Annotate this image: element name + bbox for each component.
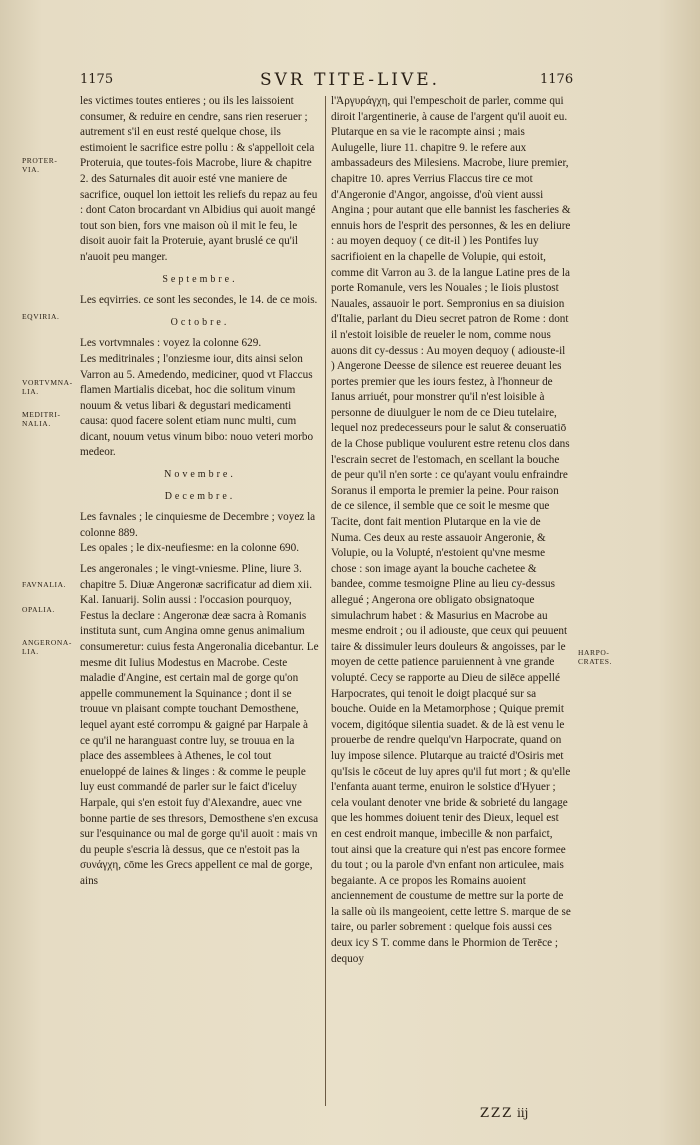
margin-note-vortumnalia: VORTVMNA-LIA.	[22, 378, 73, 396]
margin-note-harpocrates: HARPO-CRATES.	[578, 648, 612, 666]
paragraph-vortumnalia: Les vortvmnales : voyez la colonne 629.	[80, 337, 262, 350]
month-heading-november: Novembre.	[164, 469, 236, 481]
month-heading-december: Decembre.	[164, 490, 236, 502]
margin-note-proteruia: PROTER-VIA.	[22, 156, 58, 174]
text-column-right	[331, 94, 571, 967]
text-column-left	[80, 94, 320, 890]
paragraph-angerona-continued: l'Ἀργυράγχη, qui l'empeschoit de parler, comme qui diroit l'argentinerie, à cause de l'argent qu'il auoit eu. Plutarque en sa vie le racompte ainsi ; mais Aulugelle, liure 11. chapitre 9. le refere aux ambassadeurs des Milesiens. Macrobe, liure premier, chapitre 10. apres Verrius Flaccus tire ce mot d'Angeronie d'Angor, angoisse, d'où vient aussi Angina ; pour autant que elle bannist les fascheries & ennuis hors de l'esprit des personnes, & les en deliure : au moyen dequoy ( ce dit-il ) les Pontifes luy sacrifioient en la chapelle de Volupie, qui estoit, comme dit Varron au 3. de la langue Latine pres de la porte Romanule, vers les Nouales ; le Iiois plustost Nauales, assauoir le port. Sempronius en sa diuision d'Italie, parlant du Dieu secret patron de Rome : dont il n'estoit loisible de reueler le nom, comme nous auons dit cy-dessus : Au moyen dequoy ( adiouste-il ) Angerone Deesse de silence est reueree deuant les portes premier que les iours festez, à l'honneur de Ianus arriuét, pour monstrer qu'il n'est loisible à personne de diuulguer le nom de ce Dieu tutelaire, lequel noz predecesseurs pour le salut & conseruatiō de la Chose publique voulurent estre retenu clos dans l'escrain secret de l'estomach, en scellant la bouche de peur qu'il n'en sorte : ce qu'ayant voulu enfraindre Soranus il emporta le premier la peine. Pour raison de ce silence, il semble que ce soit le mesme que Tacite, dont fait mention Plutarque en la vie de Numa. Ces deux au reste assauoir Angeronie, & Volupie, ou la Volupté, n'estoient qu'vne mesme chose : son image ayant la bouche cachetee & bandee, comme tesmoigne Pline au lieu cy-dessus allegué ; Angerona ore obligato obsignatoque simulachrum habet : & Masurius en Macrobe au mesme endroit ; ou il adiouste, que ceux qui peuuent taire & dissimuler leurs douleurs & angoisses, par le moyen de cette patience paruiennent à vne grande volupté. Cecy se rapporte au Dieu de silēce appellé Harpocrates, qui tenoit le doigt placqué sur sa bouche. Ouide en la Metamorphose ; Quique premit vocem, digitóque silentia suadet. & de là est venu le prouerbe de rendre quelqu'vn Harpocrate, quand on luy impose silence. Plutarque au traicté d'Osiris met qu'Isis le cōceut de luy apres qu'il fut mort ; & qu'elle l'enfanta auant terme, enuiron le solstice d'Hyuer ; cela voulant denoter vne bride & sobrieté du langage que les hommes doiuent tenir des Dieux, lequel est en cest endroit manque, imbecille & non parfaict, tout ainsi que la creature qui n'est pas encore formee du tout ; ou la parole d'vn enfant non articulee, mais begaiante. A ce propos les Romains auoient anciennement de coustume de mettre sur la porte de la salle où ils mangeoient, cette lettre S. marque de se taire, ou parler sobrement : quelque fois aussi ces deux icy S T. comme dans le Phormion de Terēce ; dequoy	[331, 95, 571, 965]
paragraph-meditrinalia: Les meditrinales ; l'onziesme iour, dits ainsi selon Varron au 5. Amedendo, mediciner, quod vt Flaccus flamen Martialis dicebat, hoc die solitum vinum nouum & vetus libari & degustari medicamenti causa: quod facere solent etiam nunc multi, cum dicant, nouum vetus vinum bibo: nouo veteri morbo medeor.	[80, 352, 314, 459]
margin-note-angeronalia: ANGERONA-LIA.	[22, 638, 72, 656]
margin-note-faunalia: FAVNALIA.	[22, 580, 67, 589]
month-heading-october: Octobre.	[170, 316, 230, 328]
paragraph-equiria: Les eqvirries. ce sont les secondes, le 14. de ce mois.	[80, 294, 318, 307]
column-rule	[325, 96, 326, 1106]
page-number-right: 1176	[540, 72, 574, 87]
margin-note-opalia: OPALIA.	[22, 605, 55, 614]
running-title: SVR TITE-LIVE.	[259, 70, 441, 90]
signature-letters: ZZZ	[480, 1106, 514, 1121]
paragraph-proteruia: les victimes toutes entieres ; ou ils les laissoient consumer, & reduire en cendre, sans rien reseruer ; autrement s'il en eust resté quelque chose, ils estimoient le sacrifice estre pollu : & s'appelloit cela Proteruia, que toutes-fois Macrobe, liure & chapitre 2. des Saturnales dit auoir esté vne maniere de sacrifice, ouquel lon iettoit les reliefs du repaz au feu : dont Caton brocardant vn Albidius qui auoit mangé tout son bien, fors vne maison où il mit le feu, le disoit auoir fait la Proteruie, ayant bruslé ce qu'il n'auoit peu manger.	[80, 95, 318, 263]
page-number-left: 1175	[80, 72, 114, 87]
month-heading-september: Septembre.	[162, 273, 238, 285]
paragraph-faunalia: Les favnales ; le cinquiesme de Decembre ; voyez la colonne 889.	[80, 511, 316, 539]
paragraph-opalia: Les opales ; le dix-neufiesme: en la colonne 690.	[80, 542, 300, 555]
margin-note-equiria: EQVIRIA.	[22, 312, 60, 321]
margin-note-meditrinalia: MEDITRI-NALIA.	[22, 410, 61, 428]
paragraph-angeronalia: Les angeronales ; le vingt-vniesme. Pline, liure 3. chapitre 5. Diuæ Angeronæ sacrificatur ad diem xii. Kal. Ianuarij. Solin aussi : l'occasion pourquoy, Festus la declare : Angeronæ deæ sacra à Romanis instituta sunt, cum Angina omne genus animalium consumeretur: cuius festa Angeronalia dicebantur. Le mesme dit Iulius Modestus en Macrobe. Ceste maladie d'Angine, est certain mal de gorge qu'on appelle communement la Squinance ; dont il se trouue vn plaisant compte touchant Demosthene, lequel ayant esté corrompu & gaigné par Harpale à ce qu'il ne haranguast contre luy, se trouua en la place des assemblees à Athenes, le col tout enueloppé de laines & linges : & comme le peuple luy eust commandé de parler sur le faict d'iceluy Harpale, qui s'en estoit fuy d'Alexandre, auec vne bonne partie de ses thresors, Demosthene s'en excusa sur l'esquinance ou mal de gorge qu'il auoit : mais vn du peuple s'escria là dessus, que ce n'estoit pas la συνάγχη, cōme les Grecs appellent ce mal de gorge, ains	[80, 563, 319, 887]
signature-number: iij	[516, 1106, 529, 1120]
running-head	[0, 70, 700, 92]
signature-mark	[480, 1106, 528, 1121]
